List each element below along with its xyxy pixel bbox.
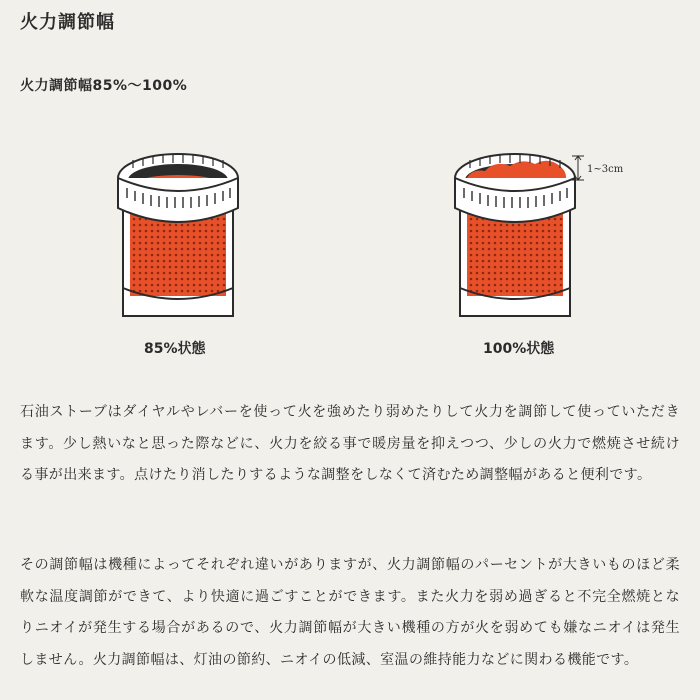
section-subtitle: 火力調節幅85%～100% [20, 78, 188, 94]
annotation-label: 1~3cm [587, 164, 624, 175]
caption-100: 100%状態 [483, 341, 555, 357]
burner-100-illustration [450, 138, 580, 318]
height-annotation [570, 150, 650, 190]
caption-85: 85%状態 [144, 341, 206, 357]
paragraph-1: 石油ストーブはダイヤルやレバーを使って火を強めたり弱めたりして火力を調節して使っていただきます。少し熱いなと思った際などに、火力を絞る事で暖房量を抑えつつ、少しの火力で燃焼させ続ける事が出来ます。点けたり消したりするような調整をしなくて済むため調整幅があると便利です。 [20, 404, 680, 483]
page-title: 火力調節幅 [20, 12, 115, 33]
paragraph-2: その調節幅は機種によってそれぞれ違いがありますが、火力調節幅のパーセントが大きいものほど柔軟な温度調節ができて、より快適に過ごすことができます。また火力を弱め過ぎると不完全燃焼となりニオイが発生する場合があるので、火力調節幅が大きい機種の方が火を弱めても嫌なニオイは発生しません。火力調節幅は、灯油の節約、ニオイの低減、室温の維持能力などに関わる機能です。 [20, 557, 680, 668]
burner-85-illustration [113, 138, 243, 318]
